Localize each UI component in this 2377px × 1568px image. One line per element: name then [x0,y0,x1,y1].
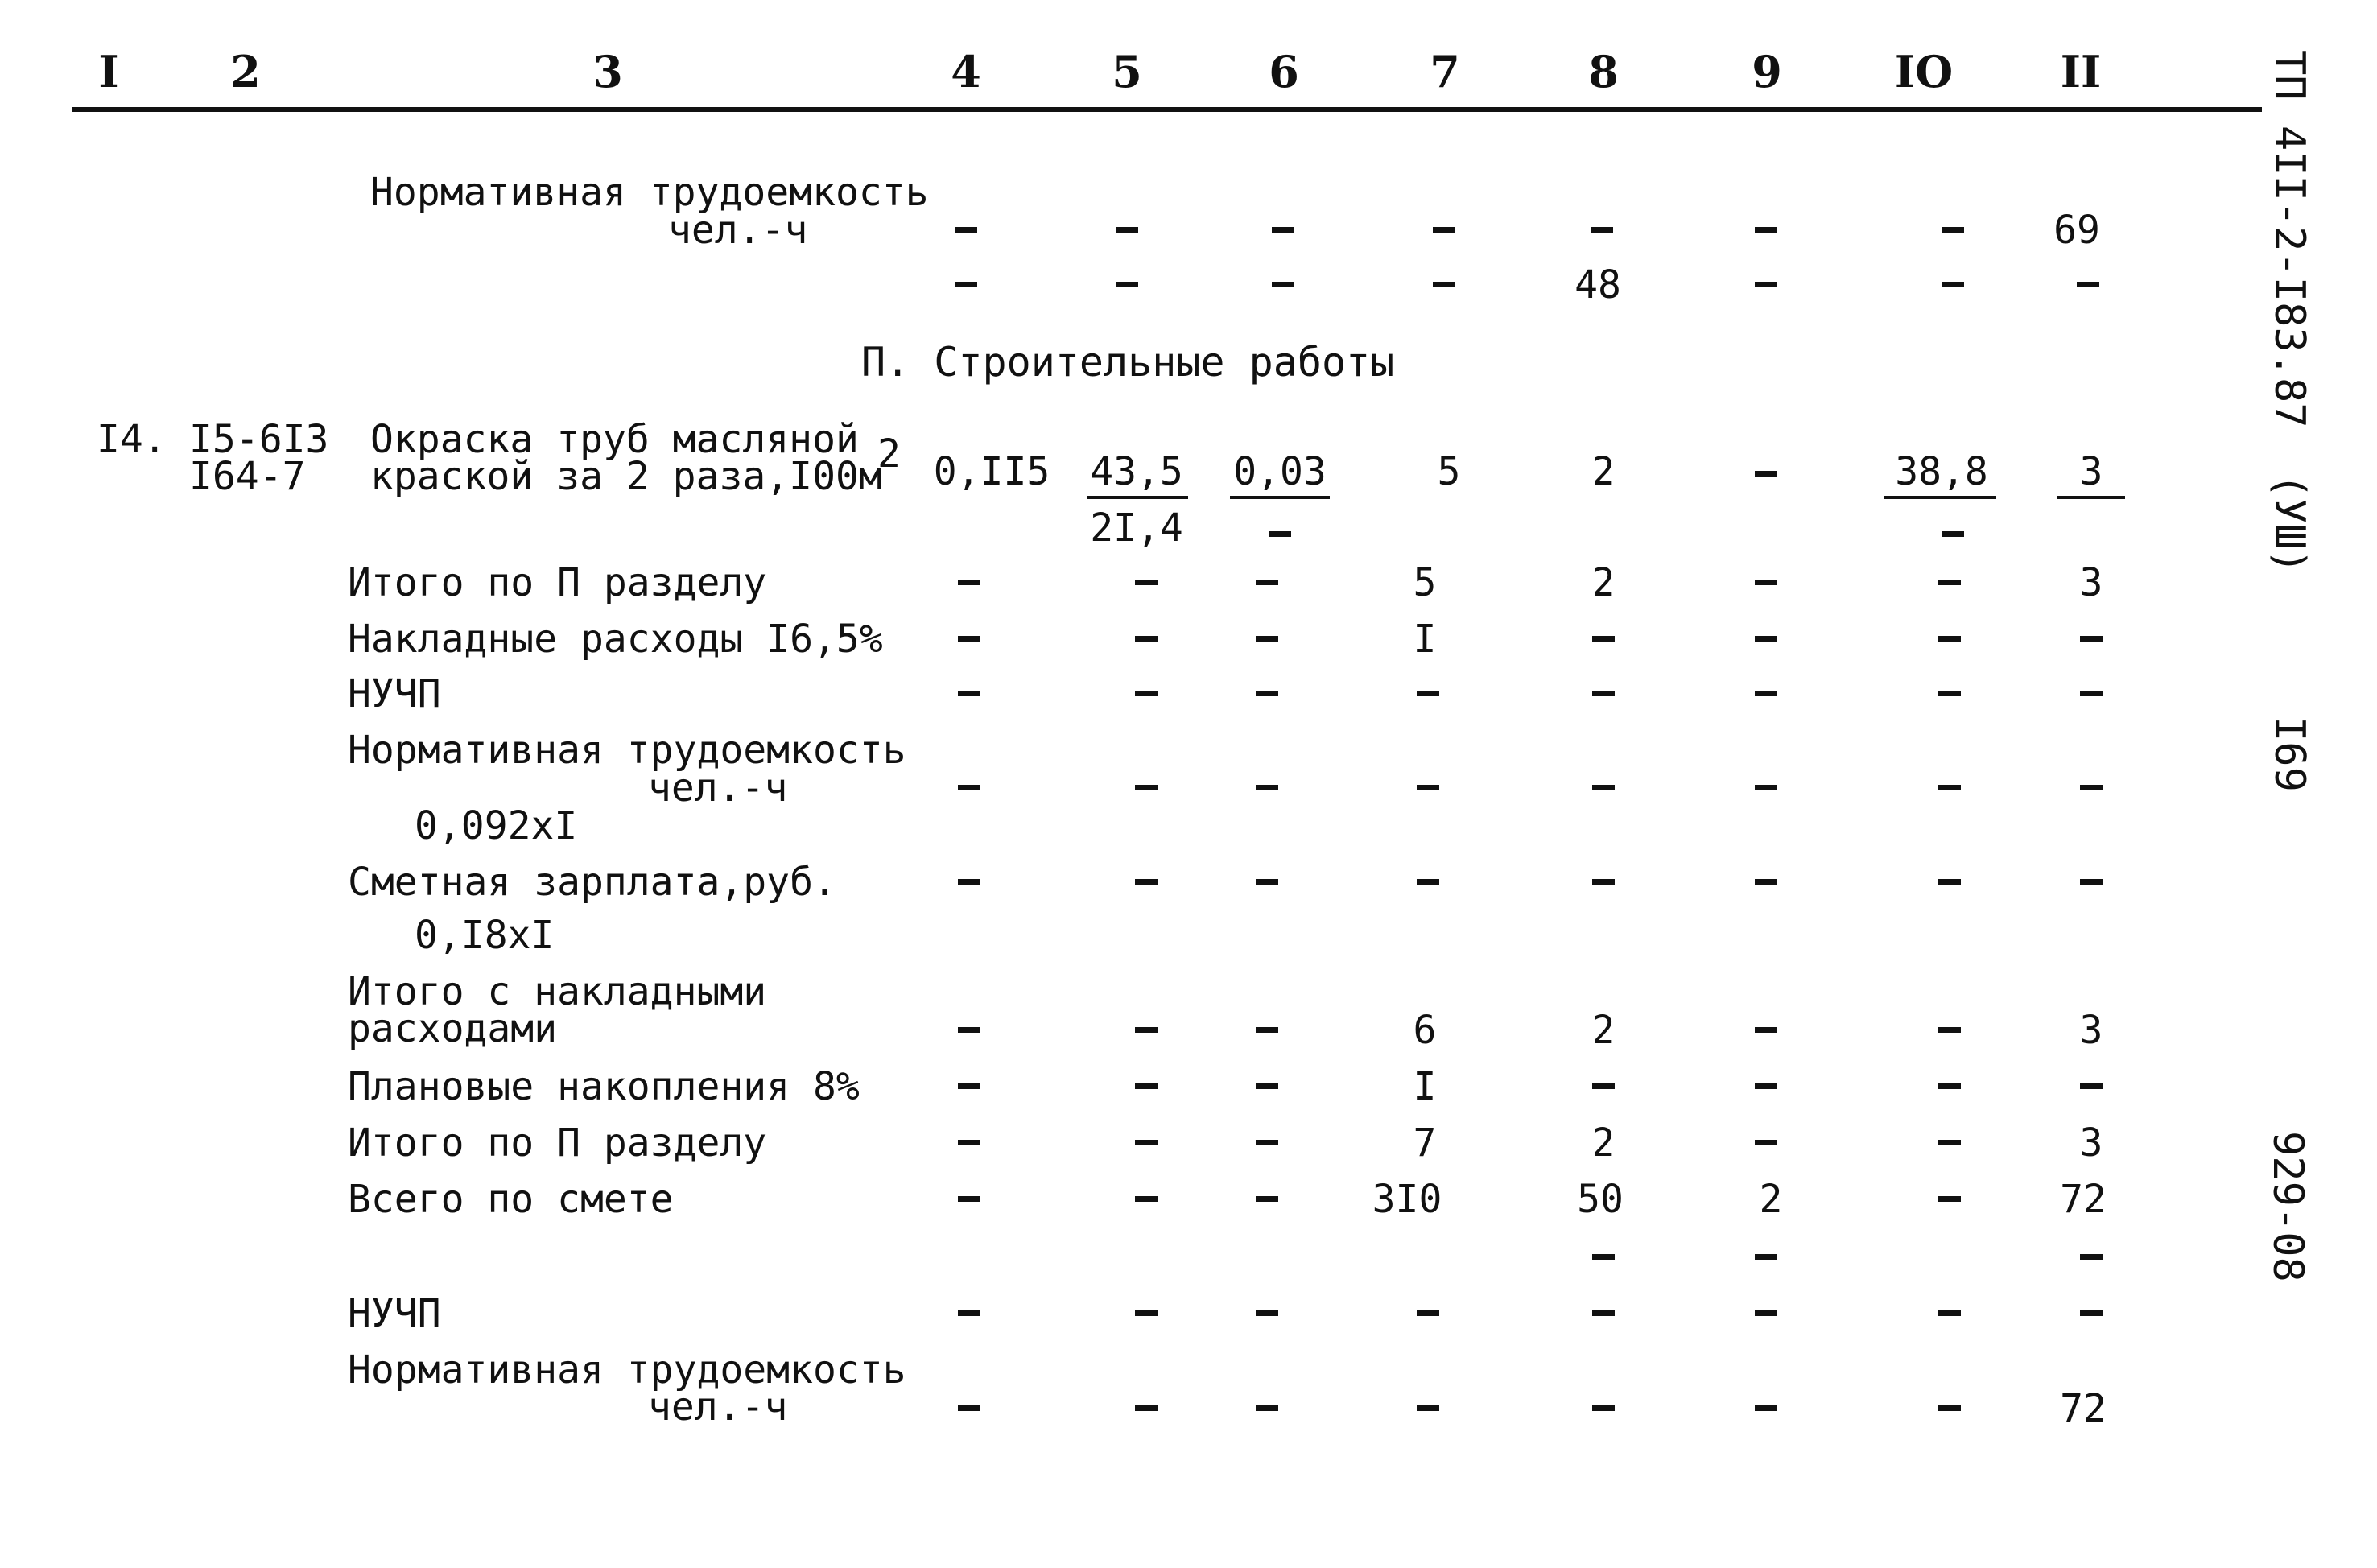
cell-6 [1272,282,1294,287]
cell-5 [1116,282,1138,287]
cell-8: 2 [1591,560,1616,605]
cell-6 [1256,785,1278,790]
cell-7 [1417,879,1439,885]
cell-9: 2 [1759,1177,1783,1222]
cell-7 [1417,1405,1439,1411]
cell-4: 0,II5 [933,449,1050,494]
row-desc-line2: чел.-ч [668,208,808,253]
doc-number-stamp: 929-08 [2264,1131,2312,1282]
cell-5-bottom: 2I,4 [1090,505,1183,551]
cell-6-bottom [1269,531,1291,537]
cell-4 [958,1196,980,1202]
cell-10 [1938,580,1961,585]
col-header-6: 6 [1269,46,1299,97]
cell-11 [2080,636,2103,642]
col-header-11: II [2060,46,2102,97]
cell-11: 3 [2079,1008,2103,1053]
row-desc-line1: Окраска труб масляной [370,417,859,462]
cell-10-bottom [1942,531,1964,537]
row-desc-line2: расходами [348,1006,558,1051]
cell-5 [1135,691,1158,696]
cell-5 [1135,879,1158,885]
cell-7: 7 [1413,1120,1437,1166]
cell-5 [1135,1140,1158,1145]
page-number: I69 [2265,716,2313,792]
cell-6 [1256,1027,1278,1033]
cell-5 [1135,1196,1158,1202]
cell-9 [1755,227,1777,233]
row-desc: Всего по смете [348,1177,674,1222]
fraction-line [1884,496,1996,499]
cell-7: I [1413,617,1437,662]
cell-10-top: 38,8 [1895,449,1988,494]
fraction-line [2057,496,2125,499]
cell-7: 3I0 [1372,1177,1442,1222]
cell-8 [1592,691,1615,696]
cell-6 [1256,1196,1278,1202]
cell-10 [1938,1310,1961,1316]
cell-5 [1116,227,1138,233]
cell-10 [1938,1027,1961,1033]
cell-7 [1417,691,1439,696]
cell-11 [2080,691,2103,696]
doc-code-stamp: ТП 4II-2-I83.87 [2265,50,2313,428]
row-formula: 0,092хI [415,803,578,848]
cell-8 [1592,1405,1615,1411]
cell-10 [1938,1083,1961,1089]
col-header-9: 9 [1752,46,1782,97]
cell-9 [1755,636,1777,642]
row-desc-line2: краской за 2 раза,I00м [370,454,882,499]
cell-9 [1755,282,1777,287]
row-desc: Итого по П разделу [348,560,767,605]
cell-8 [1591,227,1613,233]
section-title: П. Строительные работы [861,339,1395,386]
cell-4 [958,580,980,585]
cell-5-top: 43,5 [1090,449,1183,494]
cell-11 [2080,1310,2103,1316]
cell-7: I [1413,1064,1437,1109]
cell-7: 6 [1413,1008,1437,1053]
cell-6 [1256,879,1278,885]
row-desc-line1: Нормативная трудоемкость [348,728,906,773]
cell-9 [1755,691,1777,696]
cell-8 [1592,785,1615,790]
cell-8 [1592,879,1615,885]
cell-4 [955,227,977,233]
cell-7 [1417,1310,1439,1316]
cell-7 [1417,785,1439,790]
col-header-5: 5 [1112,46,1142,97]
cell-8: 2 [1591,1008,1616,1053]
cell-10 [1938,691,1961,696]
cell-8 [1592,1254,1615,1260]
header-rule [72,107,2262,112]
cell-4 [958,1083,980,1089]
cell-9 [1755,879,1777,885]
cell-7 [1433,227,1455,233]
cell-4 [958,1140,980,1145]
cell-11: 3 [2079,560,2103,605]
cell-6 [1256,636,1278,642]
cell-4 [958,1310,980,1316]
cell-11: 3 [2079,1120,2103,1166]
cell-4 [958,691,980,696]
cell-5 [1135,785,1158,790]
cell-5 [1135,1310,1158,1316]
cell-6 [1256,1083,1278,1089]
cell-11 [2080,785,2103,790]
cell-5 [1135,1083,1158,1089]
row-desc-line1: Итого с накладными [348,969,767,1014]
row-desc-line1: Нормативная трудоемкость [348,1347,906,1393]
cell-11 [2080,1254,2103,1260]
cell-10 [1942,282,1964,287]
cell-11: 3 [2079,449,2103,494]
cell-10 [1938,1405,1961,1411]
cell-6 [1272,227,1294,233]
cell-4 [955,282,977,287]
cell-8 [1592,1310,1615,1316]
cell-6 [1256,580,1278,585]
item-code: I5-6I3 [189,417,329,462]
row-desc: Накладные расходы I6,5% [348,617,883,662]
cell-9 [1755,1254,1777,1260]
cell-10 [1938,785,1961,790]
cell-8: 2 [1591,1120,1616,1166]
cell-11 [2080,879,2103,885]
cell-10 [1938,1140,1961,1145]
cell-5 [1135,1405,1158,1411]
row-desc: Плановые накопления 8% [348,1064,860,1109]
cell-10 [1938,879,1961,885]
album-stamp: (УШ) [2265,473,2313,575]
col-header-4: 4 [951,46,981,97]
col-header-1: I [98,46,119,97]
unit-superscript: 2 [877,431,901,477]
cell-9 [1755,1027,1777,1033]
cell-4 [958,879,980,885]
cell-7: 5 [1437,449,1461,494]
col-header-7: 7 [1430,46,1460,97]
cell-7 [1433,282,1455,287]
cell-5 [1135,1027,1158,1033]
fraction-line [1230,496,1330,499]
fraction-line [1087,496,1188,499]
cell-8: 48 [1574,262,1621,307]
row-desc: НУЧП [348,671,441,716]
cell-10 [1938,636,1961,642]
cell-10 [1942,227,1964,233]
cell-8: 2 [1591,449,1616,494]
item-code: I64-7 [189,454,306,499]
cell-11: 72 [2060,1386,2107,1431]
row-formula: 0,I8хI [415,913,555,958]
col-header-10: IO [1894,46,1954,97]
cell-6 [1256,1405,1278,1411]
cell-4 [958,785,980,790]
item-number: I4. [97,417,167,462]
cell-11 [2080,1083,2103,1089]
cell-11: 72 [2060,1177,2107,1222]
cell-9 [1755,1310,1777,1316]
cell-9 [1755,1083,1777,1089]
cell-9 [1755,1405,1777,1411]
row-desc-line2: чел.-ч [648,1384,788,1430]
col-header-2: 2 [230,46,261,97]
cell-6 [1256,1140,1278,1145]
cell-6-top: 0,03 [1233,449,1327,494]
row-desc-line2: чел.-ч [648,765,788,811]
cell-8 [1592,1083,1615,1089]
cell-7: 5 [1413,560,1437,605]
cell-5 [1135,580,1158,585]
row-desc: Итого по П разделу [348,1120,767,1166]
row-desc: НУЧП [348,1291,441,1336]
cell-6 [1256,1310,1278,1316]
cell-11: 69 [2053,208,2100,253]
col-header-3: 3 [592,46,623,97]
cell-9 [1755,471,1777,477]
cell-9 [1755,580,1777,585]
cell-9 [1755,1140,1777,1145]
row-desc: Сметная зарплата,руб. [348,860,836,905]
cell-5 [1135,636,1158,642]
col-header-8: 8 [1588,46,1619,97]
cell-10 [1938,1196,1961,1202]
cell-9 [1755,785,1777,790]
cell-8: 50 [1577,1177,1624,1222]
cell-4 [958,1405,980,1411]
row-desc-line1: Нормативная трудоемкость [370,170,929,215]
cell-11 [2077,282,2099,287]
cell-6 [1256,691,1278,696]
cell-8 [1592,636,1615,642]
cell-4 [958,1027,980,1033]
cell-4 [958,636,980,642]
